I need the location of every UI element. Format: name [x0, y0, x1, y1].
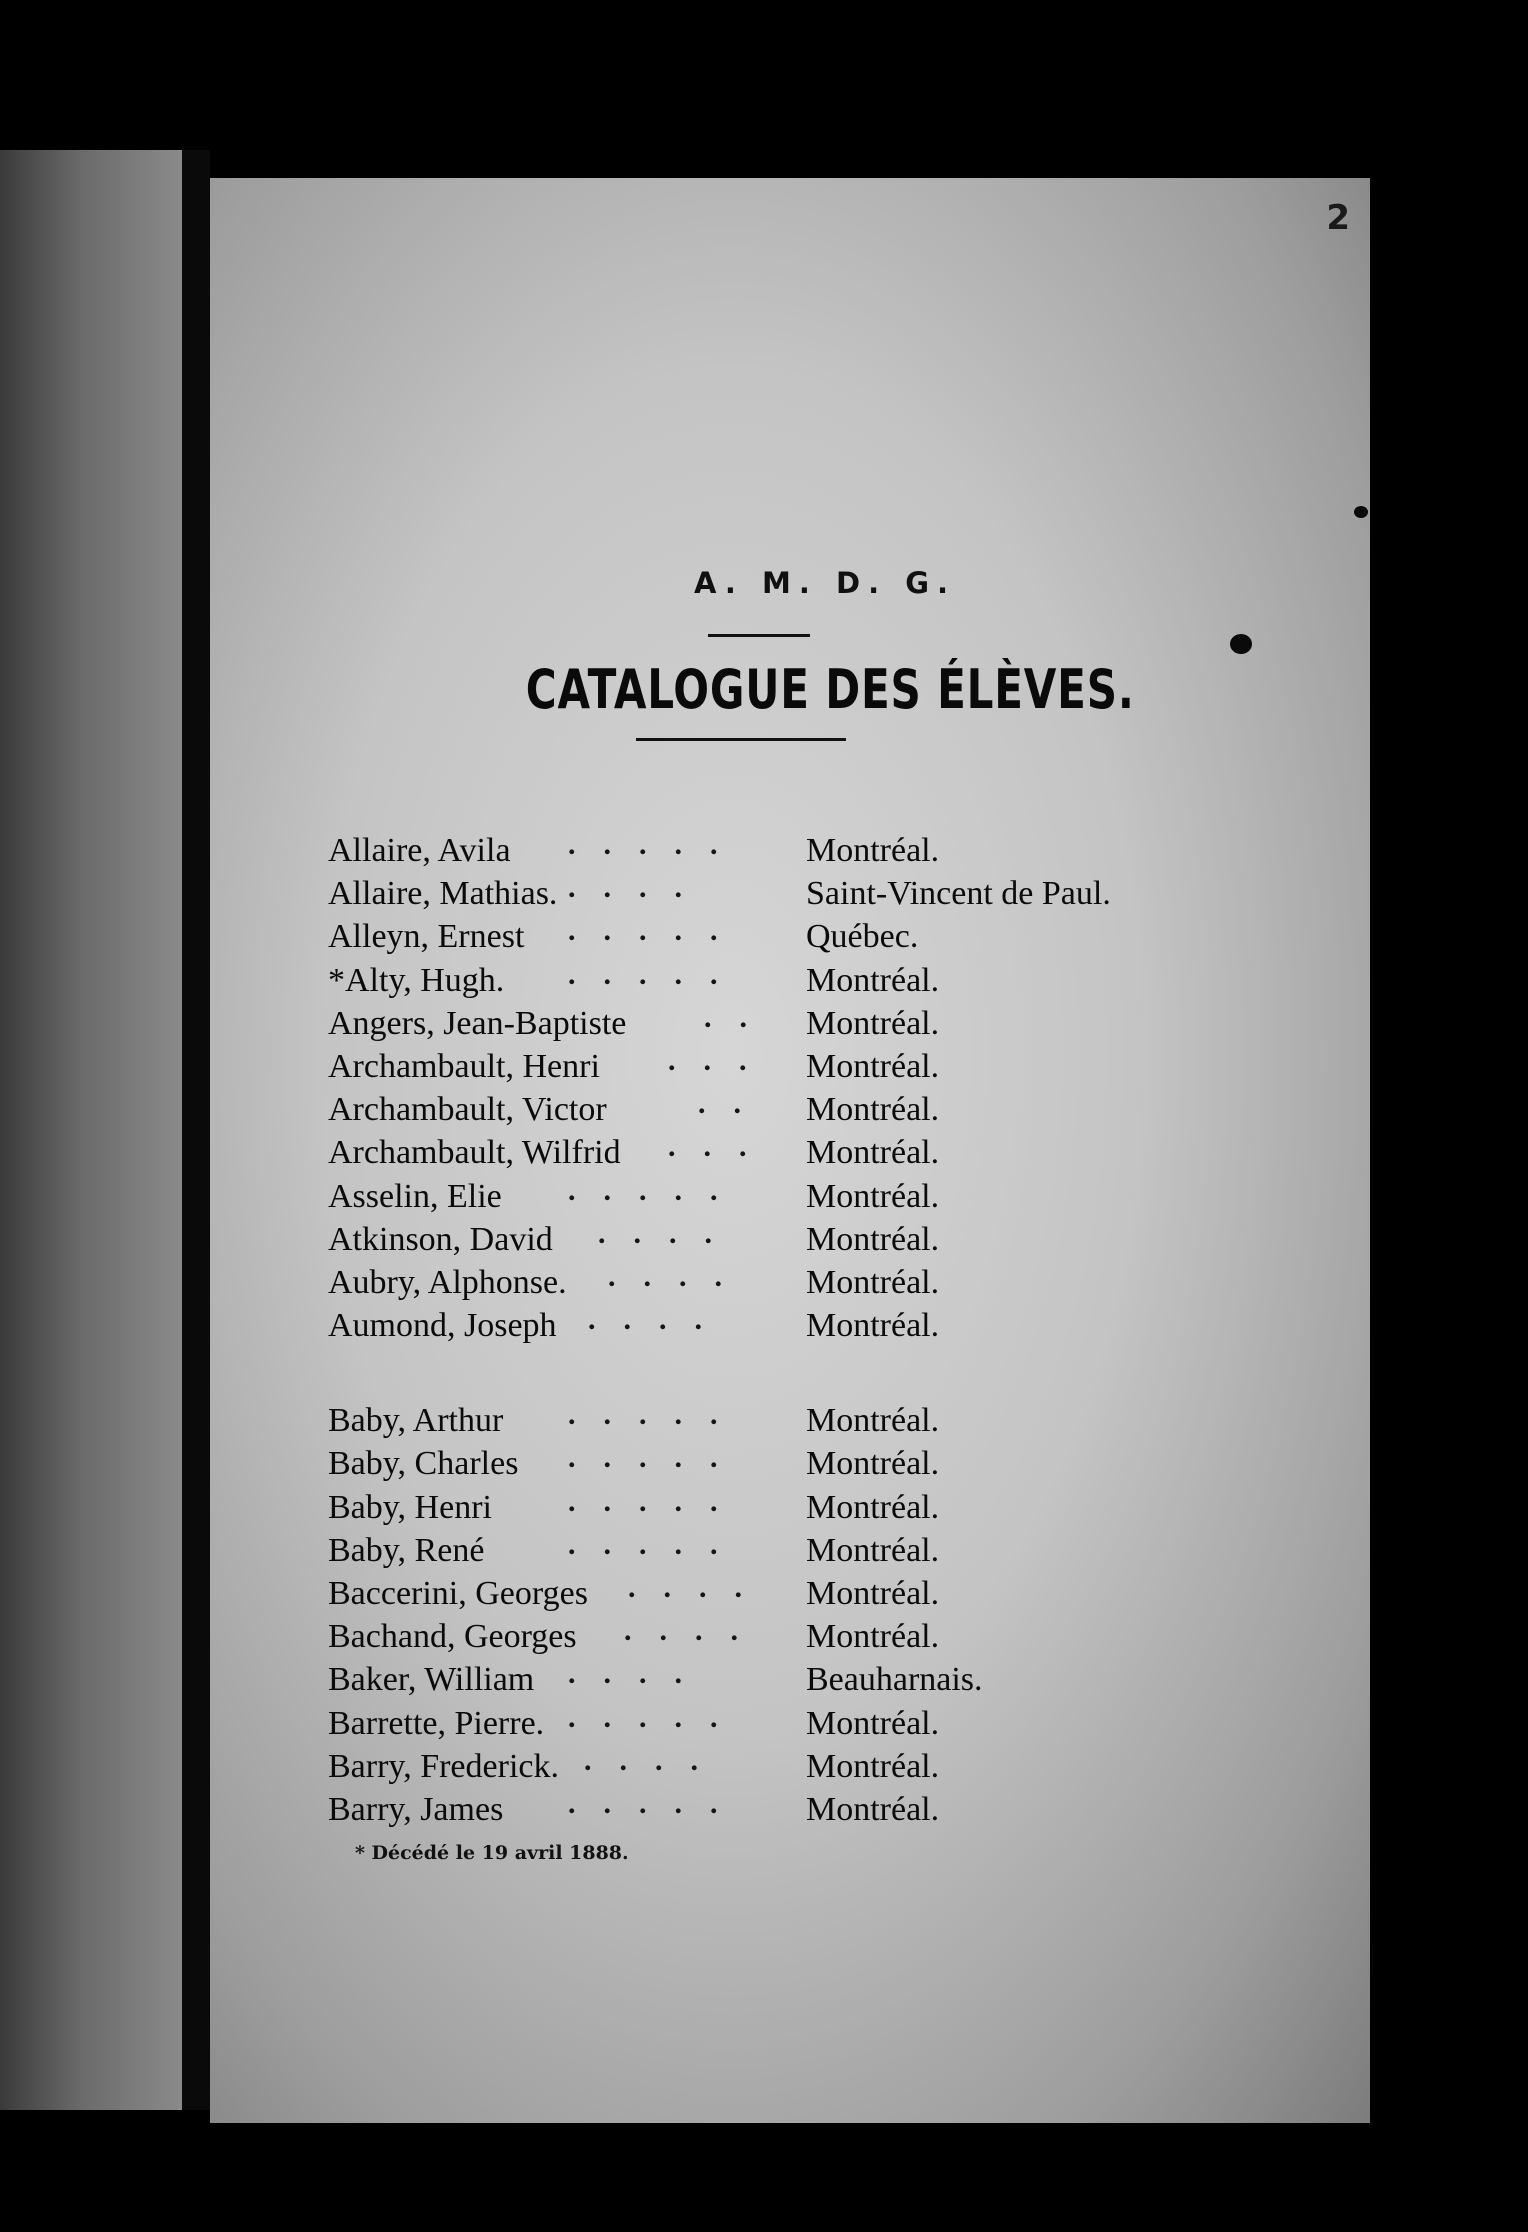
student-name: Allaire, Mathias.	[328, 875, 558, 913]
leader-dots: ..	[698, 1087, 769, 1121]
student-name: Baby, Arthur	[328, 1402, 504, 1440]
list-item	[328, 1743, 1228, 1791]
student-name: Baker, William	[328, 1661, 535, 1699]
student-town: Montréal.	[806, 1004, 940, 1042]
facing-page	[0, 150, 182, 2110]
student-name: Baccerini, Georges	[328, 1575, 588, 1612]
student-town: Montréal.	[806, 1220, 940, 1258]
student-name: Bachand, Georges	[328, 1618, 577, 1656]
student-name: *Alty, Hugh.	[328, 961, 505, 999]
leader-dots: ....	[584, 1743, 726, 1777]
leader-dots: .....	[568, 1786, 746, 1820]
leader-dots: .....	[568, 1484, 746, 1518]
ink-blot	[1354, 506, 1368, 518]
student-town: Montréal.	[806, 1134, 940, 1172]
student-name: Baby, Henri	[328, 1488, 492, 1526]
leader-dots: ....	[568, 1657, 710, 1691]
student-town: Montréal.	[806, 1747, 940, 1785]
leader-dots: ....	[588, 1303, 730, 1337]
long-rule	[636, 738, 846, 741]
student-name: Barry, James	[328, 1790, 504, 1828]
student-name: Barry, Frederick.	[328, 1747, 559, 1785]
student-name: Archambault, Henri	[328, 1047, 600, 1085]
student-name: Aubry, Alphonse.	[328, 1263, 567, 1301]
student-town: Montréal.	[806, 1307, 940, 1345]
leader-dots: .....	[568, 1441, 746, 1475]
leader-dots: .....	[568, 957, 746, 991]
list-item	[328, 914, 1228, 961]
leader-dots: ....	[608, 1259, 750, 1293]
list-item	[328, 957, 1228, 1005]
student-name: Allaire, Avila	[328, 832, 511, 869]
motto: A. M. D. G.	[693, 566, 957, 600]
list-item	[328, 1173, 1228, 1221]
list-item	[328, 1216, 1228, 1264]
leader-dots: ...	[668, 1043, 775, 1077]
student-town: Montréal.	[806, 1575, 940, 1612]
list-item	[328, 1700, 1228, 1748]
student-town: Montréal.	[806, 832, 940, 869]
leader-dots: .....	[568, 914, 746, 948]
list-item	[328, 1614, 1228, 1661]
student-town: Montréal.	[806, 1047, 940, 1085]
leader-dots: .....	[568, 1700, 746, 1734]
student-name: Barrette, Pierre.	[328, 1704, 545, 1742]
student-town: Montréal.	[806, 1704, 940, 1742]
ink-blot	[1230, 634, 1252, 654]
student-town: Québec.	[806, 918, 919, 956]
list-item	[328, 1657, 1228, 1704]
list-item	[328, 871, 1228, 918]
student-town: Montréal.	[806, 1263, 940, 1301]
list-item	[328, 1571, 1228, 1618]
student-name: Baby, René	[328, 1531, 485, 1569]
student-name: Asselin, Elie	[328, 1177, 502, 1215]
leader-dots: ...	[668, 1130, 775, 1164]
list-item	[328, 1398, 1228, 1445]
list-item	[328, 1303, 1228, 1350]
student-town: Montréal.	[806, 1177, 940, 1215]
student-town: Montréal.	[806, 1488, 940, 1526]
student-name: Aumond, Joseph	[328, 1307, 557, 1345]
list-item	[328, 1087, 1228, 1134]
list-item	[328, 1259, 1228, 1307]
student-town: Montréal.	[806, 1091, 940, 1129]
list-item	[328, 1130, 1228, 1177]
list-item	[328, 1000, 1228, 1048]
section-gap	[328, 1350, 1228, 1402]
student-name: Alleyn, Ernest	[328, 918, 525, 956]
student-town: Montréal.	[806, 1531, 940, 1569]
book-gutter	[182, 150, 210, 2110]
student-name: Angers, Jean-Baptiste	[328, 1004, 627, 1042]
list-item	[328, 1786, 1228, 1834]
student-town: Saint-Vincent de Paul.	[806, 875, 1111, 913]
leader-dots: .....	[568, 1398, 746, 1432]
student-town: Montréal.	[806, 1402, 940, 1440]
page-number: 2	[1326, 198, 1350, 238]
list-item	[328, 1484, 1228, 1532]
student-town: Beauharnais.	[806, 1661, 983, 1699]
student-name: Atkinson, David	[328, 1220, 553, 1258]
list-item	[328, 1441, 1228, 1488]
student-name: Archambault, Wilfrid	[328, 1134, 621, 1172]
student-town: Montréal.	[806, 1618, 940, 1656]
list-item	[328, 1527, 1228, 1575]
leader-dots: ....	[624, 1614, 766, 1648]
student-name: Archambault, Victor	[328, 1091, 607, 1129]
leader-dots: ..	[704, 1000, 775, 1034]
short-rule	[708, 634, 810, 637]
page-title: CATALOGUE DES ÉLÈVES.	[525, 658, 1135, 721]
leader-dots: ....	[598, 1216, 740, 1250]
student-list	[328, 828, 1228, 1834]
student-town: Montréal.	[806, 1445, 940, 1483]
leader-dots: ....	[568, 871, 710, 905]
leader-dots: .....	[568, 828, 746, 861]
student-town: Montréal.	[806, 961, 940, 999]
leader-dots: .....	[568, 1527, 746, 1561]
student-name: Baby, Charles	[328, 1445, 519, 1483]
leader-dots: .....	[568, 1173, 746, 1207]
footnote: * Décédé le 19 avril 1888.	[355, 1842, 629, 1864]
list-item	[328, 828, 1228, 875]
leader-dots: ....	[628, 1571, 770, 1604]
list-item	[328, 1043, 1228, 1091]
student-town: Montréal.	[806, 1790, 940, 1828]
